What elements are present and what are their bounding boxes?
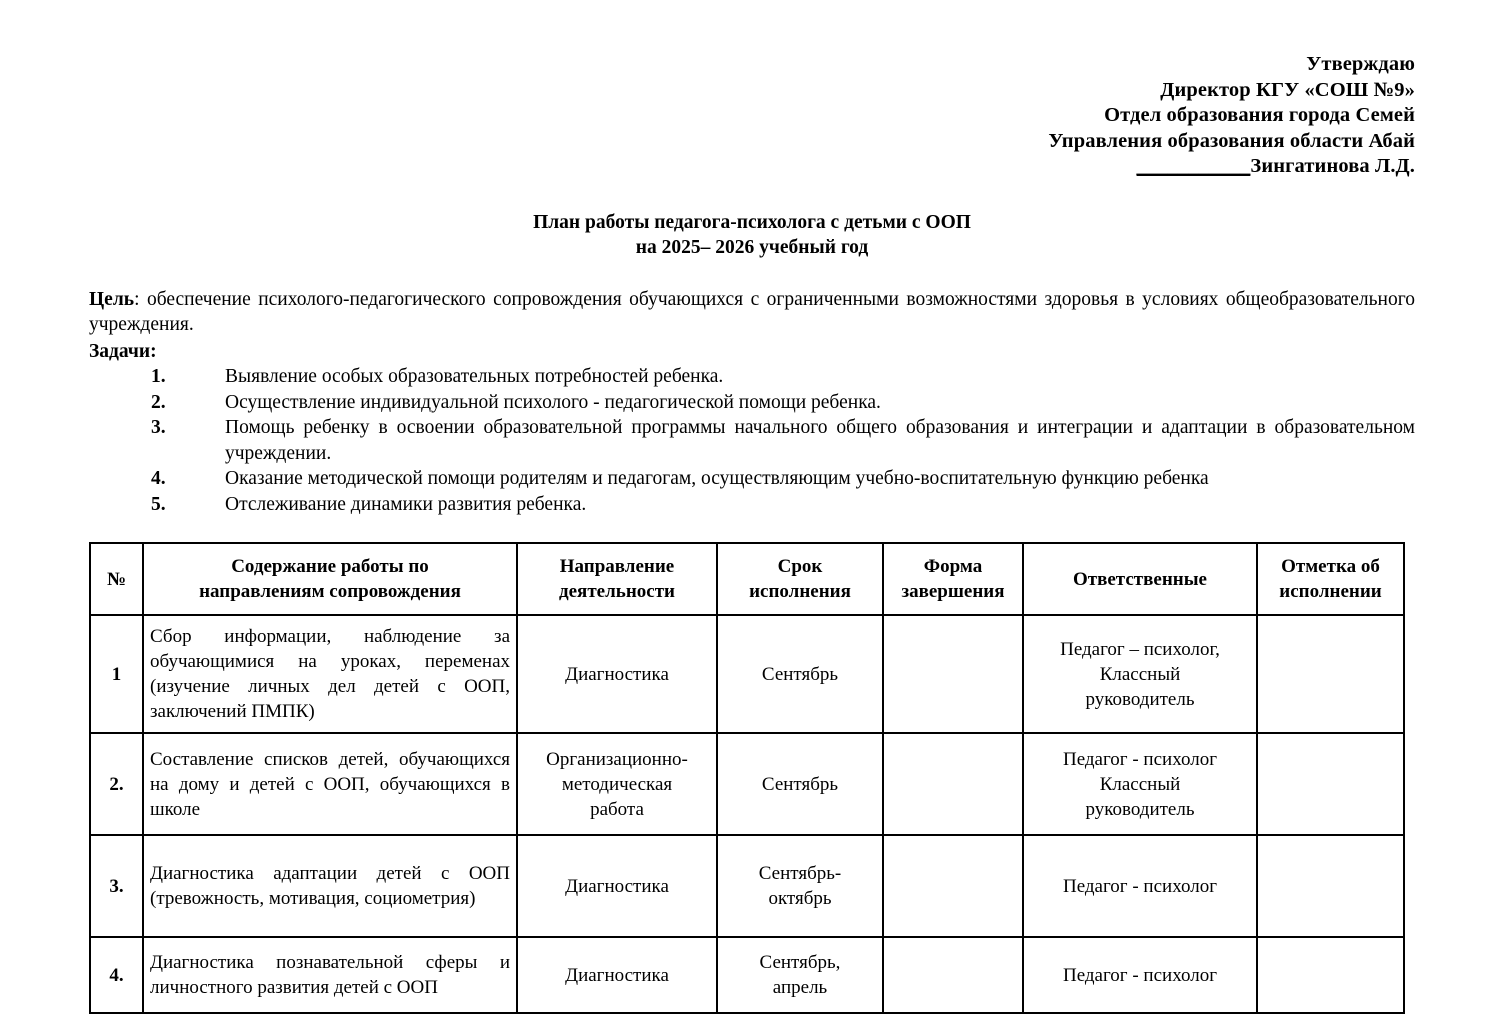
direction-line: работа	[590, 798, 644, 820]
approval-block	[89, 52, 1415, 180]
row-direction: Диагностика	[517, 615, 717, 733]
responsible-line: Педагог - психолог	[1062, 748, 1217, 770]
table-row	[90, 835, 1404, 937]
table-row	[90, 937, 1404, 1013]
goal-paragraph	[89, 287, 1415, 338]
row-content: Диагностика познавательной сферы и личностного развития детей с ООП	[143, 937, 517, 1013]
task-text: Выявление особых образовательных потребностей ребенка.	[225, 366, 724, 387]
task-item	[89, 364, 1415, 390]
task-item	[89, 415, 1415, 466]
term-line: Сентябрь,	[759, 952, 841, 973]
table-row	[90, 615, 1404, 733]
row-mark	[1257, 937, 1404, 1013]
row-direction	[517, 733, 717, 835]
row-form	[883, 835, 1023, 937]
row-number: 4.	[90, 937, 143, 1013]
column-header-term	[717, 543, 883, 615]
direction-line: Организационно-	[546, 748, 688, 770]
row-content: Составление списков детей, обучающихся на дому и детей с ООП, обучающихся в школе	[143, 733, 517, 835]
task-text: Оказание методической помощи родителям и педагогам, осуществляющим учебно-воспитательную функцию ребенка	[225, 468, 1209, 489]
responsible-line: руководитель	[1085, 798, 1195, 820]
document-title-line-1: План работы педагога-психолога с детьми с ООП	[533, 211, 971, 233]
column-header-direction	[517, 543, 717, 615]
term-line: Сентябрь-	[758, 863, 842, 884]
column-header-mark	[1257, 543, 1404, 615]
approval-line-3: Отдел образования города Семей	[1104, 104, 1415, 126]
header-line: Срок	[777, 556, 823, 577]
row-responsible	[1023, 615, 1257, 733]
responsible-line: Классный	[1099, 663, 1181, 685]
task-number: 1.	[151, 366, 166, 387]
plan-table	[89, 542, 1405, 1014]
approval-line-2: Директор КГУ «СОШ №9»	[1160, 78, 1415, 101]
row-responsible	[1023, 937, 1257, 1013]
intro-section	[89, 287, 1415, 518]
approval-signature-line	[89, 154, 1415, 180]
task-text: Помощь ребенку в освоении образовательной программы начального общего образования и интеграции и адаптации в образовательном учреждении.	[225, 417, 1415, 464]
header-line: деятельности	[559, 581, 675, 602]
document-title	[89, 210, 1415, 260]
row-mark	[1257, 615, 1404, 733]
tasks-label: Задачи:	[89, 340, 157, 362]
row-form	[883, 937, 1023, 1013]
task-number: 5.	[151, 493, 166, 515]
direction-line: методическая	[561, 773, 673, 795]
approval-line-1: Утверждаю	[1306, 53, 1415, 75]
goal-separator: :	[134, 288, 147, 310]
task-number: 3.	[151, 417, 166, 438]
header-line: исполнении	[1279, 581, 1382, 602]
column-header-content	[143, 543, 517, 615]
header-line: Отметка об	[1281, 556, 1380, 577]
table-header-row	[90, 543, 1404, 615]
column-header-responsible	[1023, 543, 1257, 615]
goal-label: Цель	[89, 288, 135, 310]
responsible-line: Педагог - психолог	[1062, 875, 1217, 897]
header-line: Ответственные	[1073, 568, 1207, 590]
header-line: Содержание работы по	[231, 556, 429, 577]
header-line: Форма	[923, 556, 983, 577]
row-mark	[1257, 733, 1404, 835]
row-term	[717, 937, 883, 1013]
row-number: 2.	[90, 733, 143, 835]
table-row	[90, 733, 1404, 835]
row-direction: Диагностика	[517, 937, 717, 1013]
header-line: направлениям сопровождения	[199, 581, 461, 602]
header-line: Направление	[559, 556, 675, 577]
row-form	[883, 733, 1023, 835]
row-form	[883, 615, 1023, 733]
row-content: Сбор информации, наблюдение за обучающимися на уроках, переменах (изучение личных дел детей с ООП, заключений ПМПК)	[143, 615, 517, 733]
row-term	[717, 835, 883, 937]
task-number: 4.	[151, 468, 166, 489]
row-term: Сентябрь	[717, 733, 883, 835]
term-line: апрель	[772, 977, 828, 998]
document-title-line-2: на 2025– 2026 учебный год	[635, 236, 869, 258]
tasks-list	[89, 364, 1415, 517]
row-content: Диагностика адаптации детей с ООП (тревожность, мотивация, социометрия)	[143, 835, 517, 937]
approval-line-4: Управления образования области Абай	[1048, 129, 1415, 152]
row-direction: Диагностика	[517, 835, 717, 937]
header-line: исполнения	[749, 581, 851, 602]
task-text: Осуществление индивидуальной психолого - педагогической помощи ребенка.	[225, 391, 881, 413]
row-number: 3.	[90, 835, 143, 937]
row-responsible	[1023, 733, 1257, 835]
header-line: №	[106, 568, 127, 590]
responsible-line: руководитель	[1085, 688, 1195, 710]
task-item	[89, 390, 1415, 416]
task-number: 2.	[151, 391, 166, 413]
row-responsible	[1023, 835, 1257, 937]
task-item	[89, 492, 1415, 518]
responsible-line: Педагог – психолог,	[1060, 638, 1220, 660]
responsible-line: Педагог - психолог	[1062, 964, 1217, 986]
row-number: 1	[90, 615, 143, 733]
task-text: Отслеживание динамики развития ребенка.	[225, 493, 587, 515]
column-header-number	[90, 543, 143, 615]
signature-blank: ___________	[1136, 155, 1251, 177]
task-item	[89, 466, 1415, 492]
row-term: Сентябрь	[717, 615, 883, 733]
responsible-line: Классный	[1099, 773, 1181, 795]
goal-text: обеспечение психолого-педагогического сопровождения обучающихся с ограниченными возможностями здоровья в условиях общеобразовательного учреждения.	[89, 288, 1415, 335]
signature-name: Зингатинова Л.Д.	[1250, 155, 1415, 177]
term-line: октябрь	[768, 888, 832, 909]
column-header-form	[883, 543, 1023, 615]
row-mark	[1257, 835, 1404, 937]
header-line: завершения	[901, 581, 1005, 602]
